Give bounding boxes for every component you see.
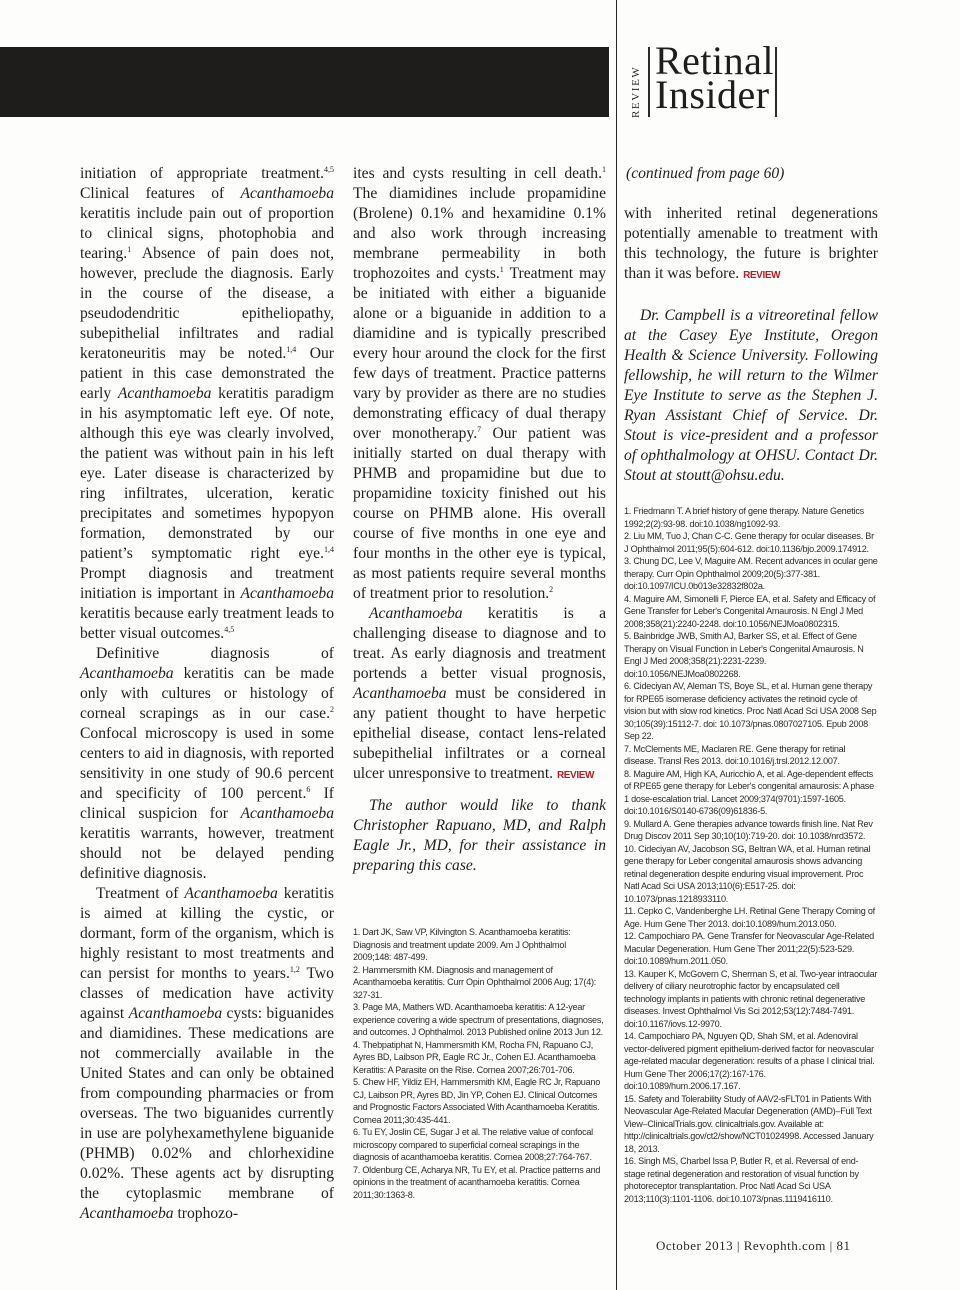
reference-item: 5. Chew HF, Yildiz EH, Hammersmith KM, Eagle RC Jr, Rapuano CJ, Laibson PR, Ayres BD, Jin YP, Cohen EJ. Clinical Outcomes and Prognostic Factors Associated With Acanthamoeba Keratitis. Cornea 2011;30:435-441.: [353, 1077, 601, 1125]
reference-item: 16. Singh MS, Charbel Issa P, Butler R, et al. Reversal of end-stage retinal degeneration and restoration of visual function by photoreceptor transplantation. Proc Natl Acad Sci USA 2013;110(3):1101-1106. doi:10.1073/pnas.1119416110.: [624, 1156, 859, 1204]
reference-item: 6. Cideciyan AV, Aleman TS, Boye SL, et al. Human gene therapy for RPE65 isomerase deficiency activates the retinoid cycle of vision but with slow rod kinetics. Proc Natl Acad Sci USA 2008 Sep 30;105(39):15112-7. doi: 10.1073/pnas.0807027105. Epub 2008 Sep 22.: [624, 681, 877, 741]
article-column-1: [80, 164, 334, 1224]
reference-item: 5. Bainbridge JWB, Smith AJ, Barker SS, et al. Effect of Gene Therapy on Visual Function in Leber's Congenital Amaurosis. N Engl J Med 2008;358(21):2231-2239. doi:10.1056/NEJMoa0802268.: [624, 631, 864, 679]
body-paragraph: Treatment of Acanthamoeba keratitis is aimed at killing the cystic, or dormant, form of the organism, which is highly resistant to most treatments and can persist for months to years.$^{1,2}$ Two classes of medication have activity against Acanthamoeba cysts: biguanides and diamidines. These medications are not commercially available in the United States and can only be obtained from compounding pharmacies or from overseas. The two biguanides currently in use are polyhexamethylene biguanide (PHMB) 0.02% and chlorhexidine 0.02%. These agents act by disrupting the cytoplasmic membrane of Acanthamoeba trophozo-: [80, 885, 334, 1222]
reference-item: 4. Thebpatiphat N, Hammersmith KM, Rocha FN, Rapuano CJ, Ayres BD, Laibson PR, Eagle RC Jr., Cohen EJ. Acanthamoeba Keratitis: A Parasite on the Rise. Cornea 2007;26:701-706.: [353, 1039, 596, 1075]
reference-item: 3. Chung DC, Lee V, Maguire AM. Recent advances in ocular gene therapy. Curr Opin Ophthalmol 2009;20(5):377-381. doi:10.1097/ICU.0b013e32832f802a.: [624, 556, 878, 591]
reference-item: 9. Mullard A. Gene therapies advance towards finish line. Nat Rev Drug Discov 2011 Sep 30;10(10):719-20. doi: 10.1038/nrd3572.: [624, 818, 873, 841]
continued-from-note: (continued from page 60): [626, 165, 785, 182]
body-paragraph: ites and cysts resulting in cell death.$^1$ The diamidines include propamidine (Brolene) 0.1% and hexamidine 0.1% and also work through increasing membrane permeability in both trophozoites and cysts.$^1$ Treatment may be initiated with either a biguanide alone or a biguanide in addition to a diamidine and is typically prescribed every hour around the clock for the first few days of treatment. Practice patterns vary by provider as there are no studies demonstrating efficacy of dual therapy over monotherapy.$^7$ Our patient was initially started on dual therapy with PHMB and propamidine but due to propamidine toxicity finished out his course on PHMB alone. His overall course of five months in one eye and four months in the other eye is typical, as most patients require several months of treatment prior to resolution.$^2$: [353, 165, 606, 602]
reference-item: 8. Maguire AM, High KA, Auricchio A, et al. Age-dependent effects of RPE65 gene therapy for Leber's congenital amaurosis: A phase 1 dose-escalation trial. Lancet 2009;374(9701):1597-1605. doi:10.1016/S0140-6736(09)61836-5.: [624, 768, 874, 816]
author-bio: Dr. Campbell is a vitreoretinal fellow at the Casey Eye Institute, Oregon Health & Science University. Following fellowship, he will return to the Wilmer Eye Institute to serve as the Stephen J. Ryan Assistant Chief of Service. Dr. Stout is vice-president and a professor of ophthalmology at OHSU. Contact Dr. Stout at stoutt@ohsu.edu.: [624, 307, 878, 484]
reference-item: 2. Hammersmith KM. Diagnosis and management of Acanthamoeba keratitis. Curr Opin Ophthalmol 2006 Aug; 17(4): 327-31.: [353, 964, 597, 1000]
references-list-2: [624, 505, 878, 1205]
reference-item: 1. Dart JK, Saw VP, Kilvington S. Acanthamoeba keratitis: Diagnosis and treatment update 2009. Am J Ophthalmol 2009;148: 487-499.: [353, 927, 571, 962]
masthead-title-line2: Insider: [655, 72, 770, 117]
article-column-3: [624, 204, 878, 486]
masthead-rule-right: [775, 47, 777, 117]
reference-item: 3. Page MA, Mathers WD. Acanthamoeba keratitis: A 12-year experience covering a wide spectrum of presentations, diagnoses, and outcomes. J Ophthalmol. 2013 Published online 2013 Jun 12.: [353, 1002, 604, 1037]
reference-item: 7. Oldenburg CE, Acharya NR, Tu EY, et al. Practice patterns and opinions in the treatment of acanthamoeba keratitis. Cornea 2011;30:1363-8.: [353, 1164, 601, 1200]
reference-item: 7. McClements ME, Maclaren RE. Gene therapy for retinal disease. Transl Res 2013. doi:10.1016/j.trsl.2012.12.007.: [624, 743, 846, 766]
masthead-rule-left: [648, 47, 650, 117]
masthead-title-line1: Retinal: [655, 38, 775, 83]
reference-item: 2. Liu MM, Tuo J, Chan C-C. Gene therapy for ocular diseases. Br J Ophthalmol 2011;95(5):604-612. doi:10.1136/bjo.2009.174912.: [624, 531, 874, 554]
acknowledgment: The author would like to thank Christopher Rapuano, MD, and Ralph Eagle Jr., MD, for their assistance in preparing this case.: [353, 797, 606, 874]
article-column-2: [353, 164, 606, 876]
reference-item: 4. Maguire AM, Simonelli F, Pierce EA, et al. Safety and Efficacy of Gene Transfer for Leber's Congenital Amaurosis. N Engl J Med 2008;358(21):2240-2248. doi:10.1056/NEJMoa0802315.: [624, 593, 876, 629]
reference-item: 6. Tu EY, Joslin CE, Sugar J et al. The relative value of confocal microscopy compared to superficial corneal scrapings in the diagnosis of acanthamoeba keratitis. Cornea 2008;27:764-767.: [353, 1127, 593, 1162]
reference-item: 11. Cepko C, Vandenberghe LH. Retinal Gene Therapy Coming of Age. Hum Gene Ther 2013. doi:10.1089/hum.2013.050.: [624, 906, 875, 929]
page-footer: October 2013 | Revophth.com | 81: [656, 1238, 851, 1253]
reference-item: 15. Safety and Tolerability Study of AAV2-sFLT01 in Patients With Neovascular Age-Related Macular Degeneration (AMD)–Full Text View–ClinicalTrials.gov. clinicaltrials.gov. Available at: http://clinicaltrials.gov/ct2/show/NCT01024998. Accessed January 18, 2013.: [624, 1093, 874, 1154]
reference-item: 13. Kauper K, McGovern C, Sherman S, et al. Two-year intraocular delivery of ciliary neurotrophic factor by encapsulated cell technology implants in patients with chronic retinal degenerative diseases. Invest Ophthalmol Vis Sci 2012;53(12):7484-7491. doi:10.1167/iovs.12-9970.: [624, 968, 878, 1029]
reference-item: 1. Friedmann T. A brief history of gene therapy. Nature Genetics 1992;2(2):93-98. doi:10.1038/ng1092-93.: [624, 506, 864, 529]
body-paragraph: Definitive diagnosis of Acanthamoeba keratitis can be made only with cultures or histology of corneal scrapings as in our case.$^2$ Confocal microscopy is used in some centers to aid in diagnosis, with reported sensitivity in one study of 90.6 percent and specificity of 100 percent.$^6$ If clinical suspicion for Acanthamoeba keratitis warrants, however, treatment should not be delayed pending definitive diagnosis.: [80, 645, 334, 882]
masthead-title: [655, 38, 775, 117]
references-list-1: [353, 926, 606, 1201]
body-paragraph: with inherited retinal degenerations potentially amenable to treatment with this technology, the future is brighter than it was before. REVIEW: [624, 205, 878, 282]
reference-item: 10. Cideciyan AV, Jacobson SG, Beltran WA, et al. Human retinal gene therapy for Leber congenital amaurosis shows advancing retinal degeneration despite enduring visual improvement. Proc Natl Acad Sci USA 2013;110(6):E517-25. doi: 10.1073/pnas.1218933110.: [624, 843, 871, 904]
body-paragraph: Acanthamoeba keratitis is a challenging disease to diagnose and to treat. As early diagnosis and treatment portends a better visual prognosis, Acanthamoeba must be considered in any patient thought to have herpetic epithelial disease, contact lens-related subepithelial infiltrates or a corneal ulcer unresponsive to treatment. REVIEW: [353, 605, 606, 782]
review-section-tag: REVIEW: [630, 65, 642, 118]
reference-item: 14. Campochiaro PA, Nguyen QD, Shah SM, et al. Adenoviral vector-delivered pigment epithelium-derived factor for neovascular age-related macular degeneration: results of a phase I clinical trial. Hum Gene Ther 2006;17(2):167-176. doi:10.1089/hum.2006.17.167.: [624, 1031, 875, 1091]
column-divider: [616, 0, 617, 1290]
body-paragraph: initiation of appropriate treatment.$^{4,5}$ Clinical features of Acanthamoeba keratitis include pain out of proportion to clinical signs, photophobia and tearing.$^1$ Absence of pain does not, however, preclude the diagnosis. Early in the course of the disease, a pseudodendritic epitheliopathy, subepithelial infiltrates and radial keratoneuritis may be noted.$^{1,4}$ Our patient in this case demonstrated the early Acanthamoeba keratitis paradigm in his asymptomatic left eye. Of note, although this eye was clearly involved, the patient was without pain in his left eye. Later disease is characterized by ring infiltrates, ulceration, keratic precipitates and sometimes hypopyon formation, demonstrated by our patient’s symptomatic right eye.$^{1,4}$ Prompt diagnosis and treatment initiation is important in Acanthamoeba keratitis because early treatment leads to better visual outcomes.$^{4,5}$: [80, 165, 334, 642]
reference-item: 12. Campochiaro PA. Gene Transfer for Neovascular Age-Related Macular Degeneration. Hum Gene Ther 2011;22(5):523-529. doi:10.1089/hum.2011.050.: [624, 931, 874, 966]
header-black-bar: [0, 47, 609, 117]
review-end-mark: REVIEW: [556, 770, 595, 781]
review-end-mark: REVIEW: [743, 270, 781, 281]
